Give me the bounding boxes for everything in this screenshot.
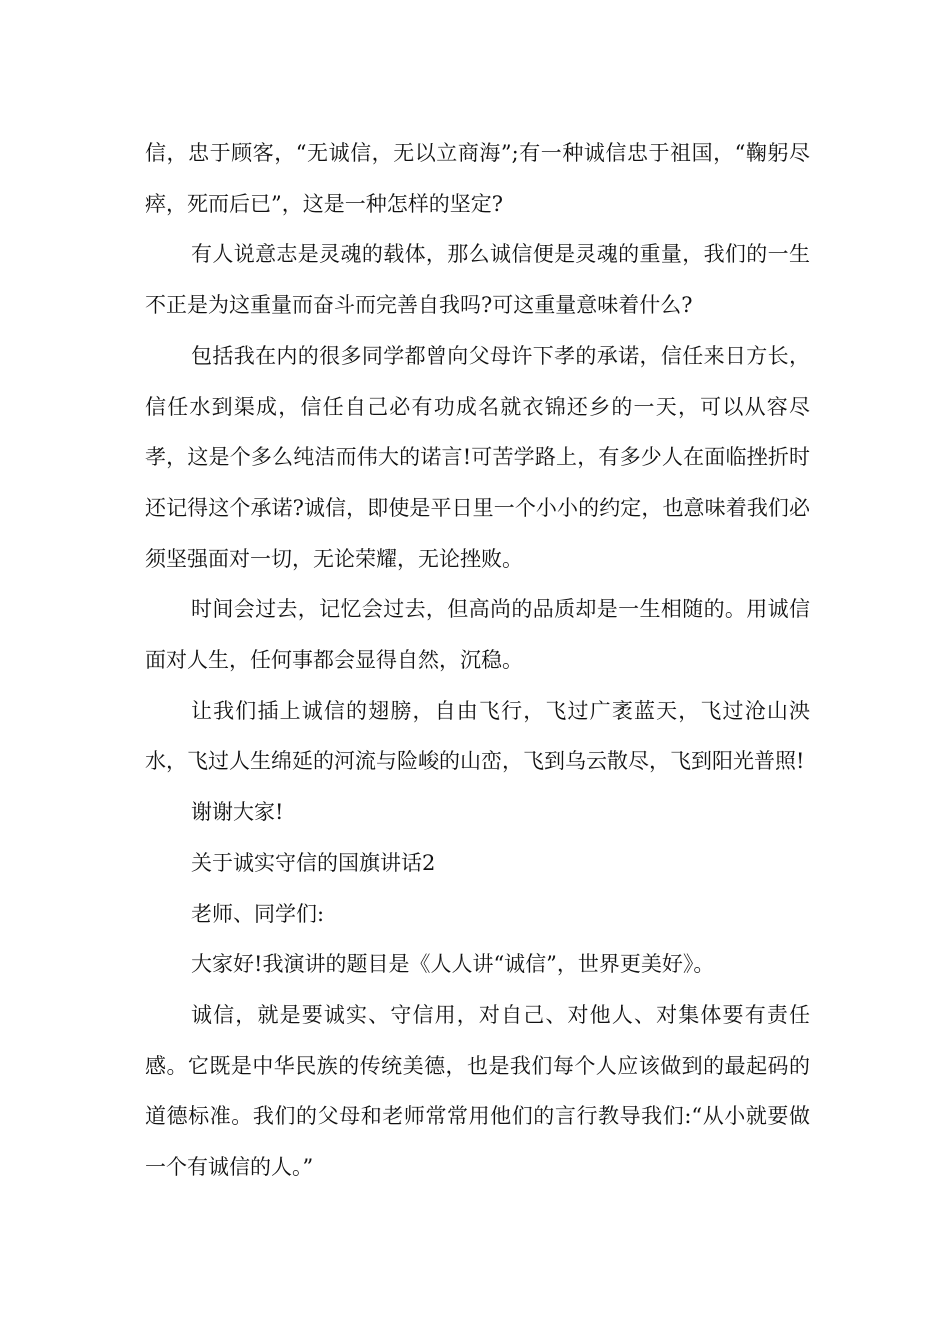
paragraph-soul-weight: 有人说意志是灵魂的载体，那么诚信便是灵魂的重量，我们的一生不正是为这重量而奋斗而完善自我吗?可这重量意味着什么?: [145, 242, 810, 318]
section-title: 关于诚实守信的国旗讲话2: [191, 850, 436, 875]
paragraph-integrity-definition: 诚信，就是要诚实、守信用，对自己、对他人、对集体要有责任感。它既是中华民族的传统美德，也是我们每个人应该做到的最起码的道德标准。我们的父母和老师常常用他们的言行教导我们:“从小就要做一个有诚信的人。”: [145, 1002, 810, 1180]
paragraph-continuation: 信，忠于顾客，“无诚信，无以立商海”;有一种诚信忠于祖国，“鞠躬尽瘁，死而后已”，这是一种怎样的坚定?: [145, 141, 810, 216]
paragraph-wings: 让我们插上诚信的翅膀，自由飞行，飞过广袤蓝天，飞过沧山泱水，飞过人生绵延的河流与险峻的山峦，飞到乌云散尽，飞到阳光普照!: [145, 698, 810, 774]
paragraph-time: 时间会过去，记忆会过去，但高尚的品质却是一生相随的。用诚信面对人生，任何事都会显得自然，沉稳。: [145, 597, 810, 673]
paragraph-thanks: 谢谢大家!: [191, 800, 284, 825]
document-body: [145, 128, 810, 1193]
paragraph-greeting: 大家好!我演讲的题目是《人人讲“诚信”，世界更美好》。: [191, 952, 715, 977]
paragraph-promise: 包括我在内的很多同学都曾向父母许下孝的承诺，信任来日方长，信任水到渠成，信任自己必有功成名就衣锦还乡的一天，可以从容尽孝，这是个多么纯洁而伟大的诺言!可苦学路上，有多少人在面临挫折时还记得这个承诺?诚信，即使是平日里一个小小的约定，也意味着我们必须坚强面对一切，无论荣耀，无论挫败。: [145, 343, 810, 571]
paragraph-salutation: 老师、同学们:: [191, 901, 325, 926]
